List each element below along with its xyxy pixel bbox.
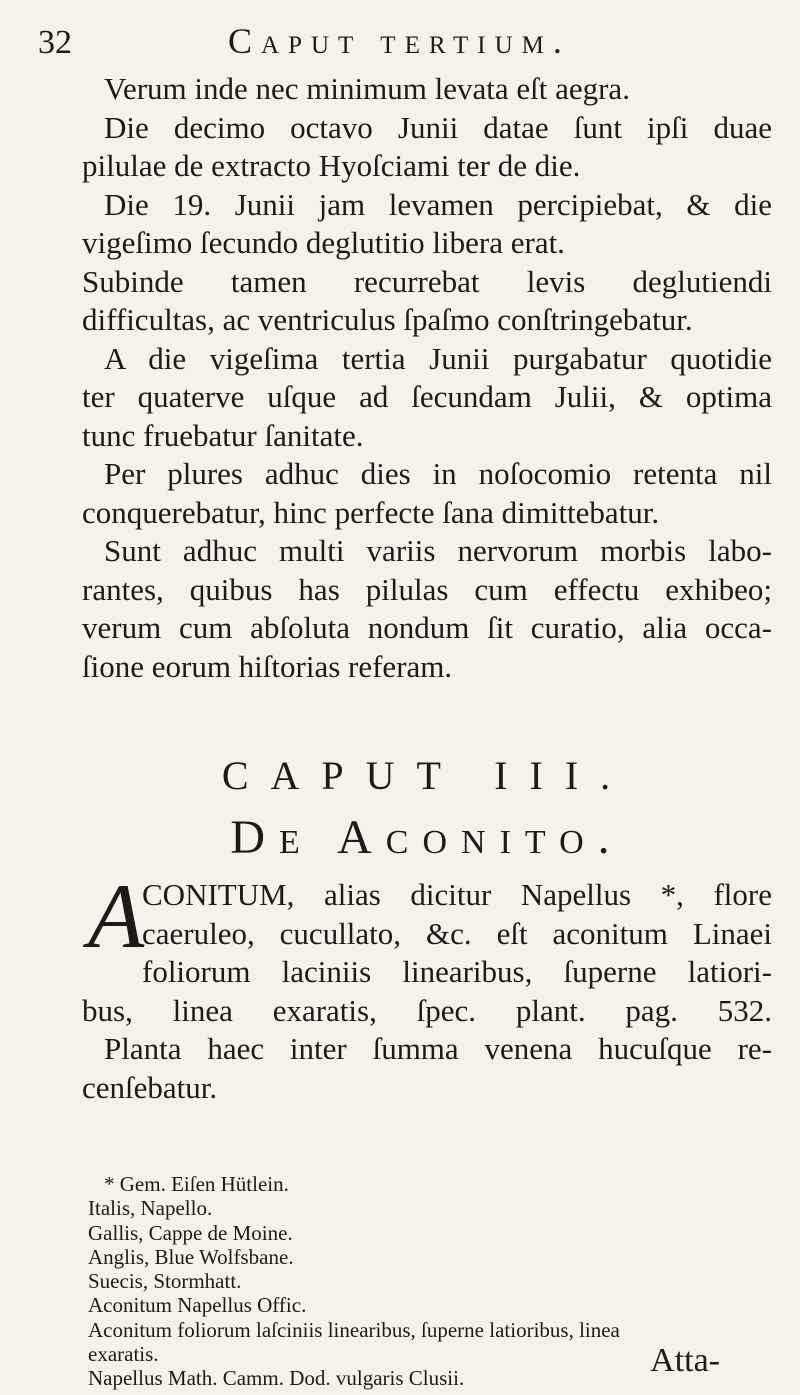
paragraph-line: CONITUM, alias dicitur Napellus *, flore — [142, 877, 772, 912]
paragraph-line: Verum inde nec minimum levata eſt aegra. — [104, 71, 630, 106]
paragraph-line: Subinde tamen recurrebat levis deglutiendi — [82, 263, 772, 299]
paragraph-line: rantes, quibus has pilulas cum effectu exhibeo; — [82, 571, 772, 607]
paragraph-line: ſione eorum hiſtorias referam. — [82, 648, 453, 684]
paragraph-line: Per plures adhuc dies in noſocomio retenta nil — [104, 456, 772, 491]
footnote-line: Italis, Napello. — [88, 1196, 213, 1221]
footnote-line: Gallis, Cappe de Moine. — [88, 1220, 293, 1245]
paragraph-line: Sunt adhuc multi variis nervorum morbis labo- — [104, 533, 772, 568]
paragraph-line: ter quaterve uſque ad ſecundam Julii, & optima — [82, 379, 772, 414]
body-text — [82, 70, 772, 686]
paragraph-line: vigeſimo ſecundo deglutitio libera erat. — [82, 225, 565, 260]
footnote-line: Suecis, Stormhatt. — [88, 1269, 242, 1294]
paragraph-line: tunc fruebatur ſanitate. — [82, 417, 364, 453]
page-header — [38, 20, 778, 70]
paragraph-line: conquerebatur, hinc perfecte ſana dimittebatur. — [82, 494, 660, 530]
paragraph-line: pilulae de extracto Hyoſciami ter de die. — [82, 148, 581, 183]
paragraph-line: foliorum laciniis linearibus, ſuperne latiori- — [142, 954, 772, 989]
chapter-title: De Aconito. — [230, 811, 624, 864]
paragraph-line: difficultas, ac ventriculus ſpaſmo conſtringebatur. — [82, 302, 693, 337]
footnote-line: Anglis, Blue Wolfsbane. — [88, 1244, 294, 1269]
drop-cap: A — [88, 865, 145, 967]
paragraph-line: Planta haec inter ſumma venena hucuſque re- — [104, 1031, 772, 1066]
opening-paragraph — [82, 876, 772, 1107]
paragraph-line: verum cum abſoluta nondum ſit curatio, alia occa- — [82, 610, 772, 645]
paragraph-line: bus, linea exaratis, ſpec. plant. pag. 532. — [82, 992, 772, 1028]
paragraph-line: cenſebatur. — [82, 1069, 218, 1105]
paragraph-line: A die vigeſima tertia Junii purgabatur quotidie — [104, 340, 772, 376]
running-head: Caput tertium. — [228, 21, 571, 61]
page-number: 32 — [38, 24, 72, 61]
footnote-line: Napellus Math. Camm. Dod. vulgaris Clusii. — [88, 1366, 465, 1391]
footnote-line: * Gem. Eiſen Hütlein. — [104, 1172, 289, 1196]
paragraph-line: Die 19. Junii jam levamen percipiebat, & die — [104, 186, 772, 222]
paragraph-line: caeruleo, cucullato, &c. eſt aconitum Linaei — [142, 915, 772, 951]
footnote-line: Aconitum foliorum laſciniis linearibus, ſuperne latioribus, linea — [88, 1317, 620, 1342]
footnote-line: Aconitum Napellus Offic. — [88, 1293, 307, 1318]
chapter-number: CAPUT III. — [221, 753, 633, 798]
paragraph-line: Die decimo octavo Junii datae ſunt ipſi duae — [104, 109, 772, 145]
footnote-line: exaratis. — [88, 1342, 159, 1367]
catchword: Atta- — [650, 1342, 720, 1379]
